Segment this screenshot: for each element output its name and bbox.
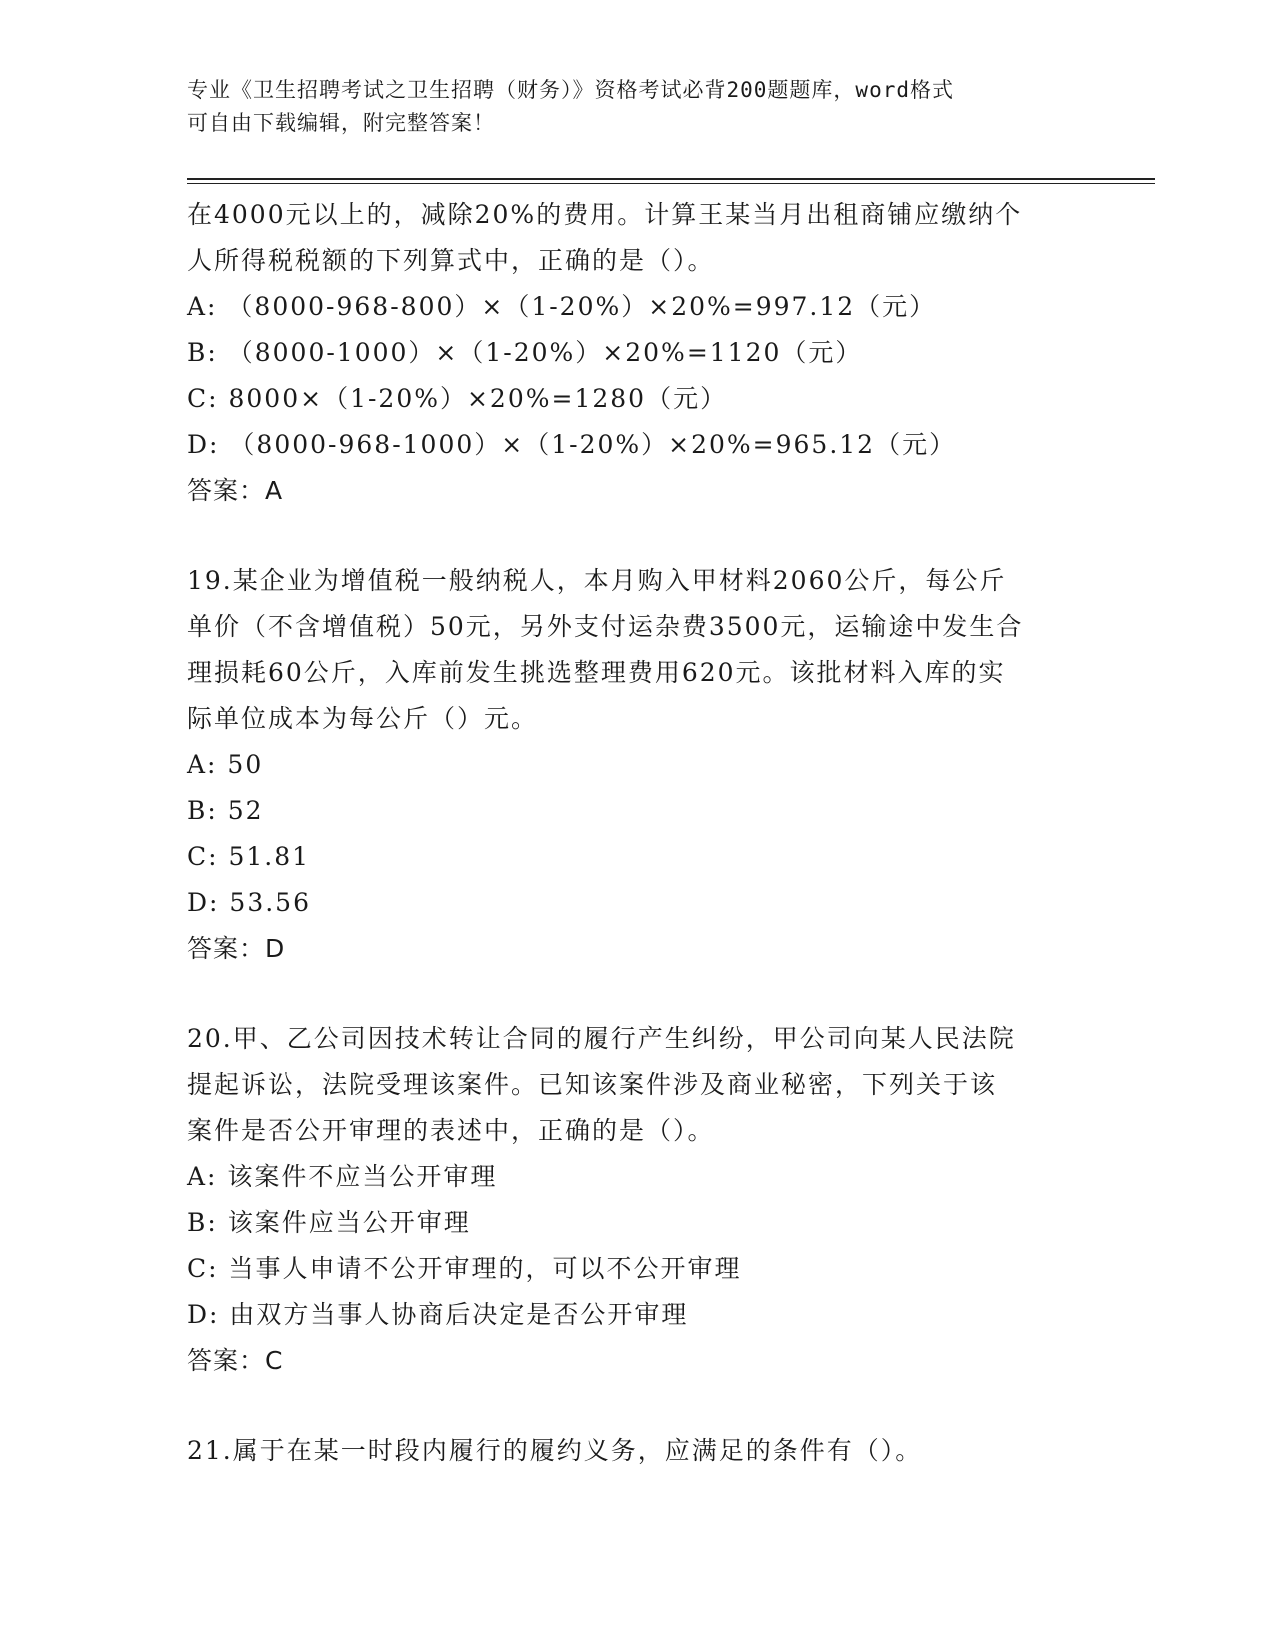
option-a: A: 该案件不应当公开审理 — [187, 1162, 498, 1191]
question-text-line: 际单位成本为每公斤（）元。 — [187, 704, 539, 733]
question-text-line: 案件是否公开审理的表述中，正确的是（）。 — [187, 1116, 715, 1145]
question-text-line: 人所得税税额的下列算式中，正确的是（）。 — [187, 246, 715, 275]
option-b: B: 52 — [187, 796, 264, 825]
question-text-line: 单价（不含增值税）50元，另外支付运杂费3500元，运输途中发生合 — [187, 612, 1024, 641]
option-b: B: （8000-1000）×（1-20%）×20%=1120（元） — [187, 338, 863, 367]
question-18 — [187, 192, 1087, 514]
question-spacer — [187, 1384, 1087, 1428]
answer-label: 答案：C — [187, 1346, 284, 1375]
header-divider-thick — [187, 178, 1155, 180]
question-text-line: 19.某企业为增值税一般纳税人，本月购入甲材料2060公斤，每公斤 — [187, 566, 1007, 595]
header-title-line-1: 专业《卫生招聘考试之卫生招聘（财务）》资格考试必背200题题库，word格式 — [187, 78, 954, 102]
header-divider-thin — [187, 183, 1155, 184]
question-spacer — [187, 972, 1087, 1016]
document-header — [187, 74, 1087, 140]
question-text-line: 在4000元以上的，减除20%的费用。计算王某当月出租商铺应缴纳个 — [187, 200, 1023, 229]
question-20 — [187, 1016, 1087, 1384]
question-19 — [187, 558, 1087, 972]
option-c: C: 当事人申请不公开审理的，可以不公开审理 — [187, 1254, 742, 1283]
header-title-line-2: 可自由下载编辑，附完整答案！ — [187, 111, 495, 135]
answer-label: 答案：A — [187, 476, 284, 505]
question-list — [187, 192, 1087, 1474]
question-text-line: 20.甲、乙公司因技术转让合同的履行产生纠纷，甲公司向某人民法院 — [187, 1024, 1016, 1053]
option-c: C: 51.81 — [187, 842, 311, 871]
question-spacer — [187, 514, 1087, 558]
option-a: A: 50 — [187, 750, 264, 779]
question-21 — [187, 1428, 1087, 1474]
option-d: D: 由双方当事人协商后决定是否公开审理 — [187, 1300, 689, 1329]
option-d: D: （8000-968-1000）×（1-20%）×20%=965.12（元） — [187, 430, 957, 459]
question-text-line: 提起诉讼，法院受理该案件。已知该案件涉及商业秘密，下列关于该 — [187, 1070, 998, 1099]
option-c: C: 8000×（1-20%）×20%=1280（元） — [187, 384, 728, 413]
answer-label: 答案：D — [187, 934, 286, 963]
question-text-line: 理损耗60公斤，入库前发生挑选整理费用620元。该批材料入库的实 — [187, 658, 1006, 687]
option-a: A: （8000-968-800）×（1-20%）×20%=997.12（元） — [187, 292, 937, 321]
option-d: D: 53.56 — [187, 888, 311, 917]
question-text-line: 21.属于在某一时段内履行的履约义务，应满足的条件有（）。 — [187, 1436, 923, 1465]
option-b: B: 该案件应当公开审理 — [187, 1208, 471, 1237]
